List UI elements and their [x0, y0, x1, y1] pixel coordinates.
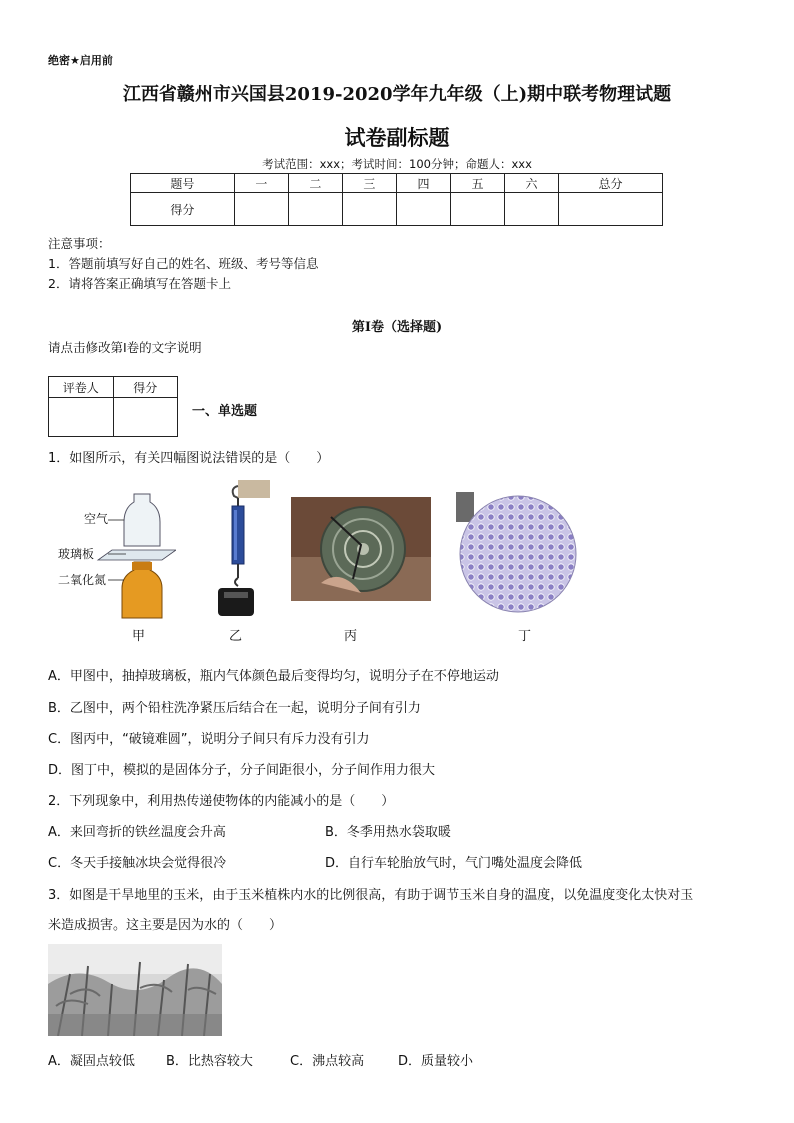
question-3-stem-cont: 米造成损害。这主要是因为水的（ ）	[48, 918, 283, 933]
figure-jia	[56, 488, 176, 623]
score-col: 六	[505, 174, 559, 193]
score-cell	[342, 193, 396, 226]
figure-bing	[291, 497, 431, 601]
score-cell	[450, 193, 504, 226]
figure-corn	[48, 944, 222, 1036]
question-3-stem: 3．如图是干旱地里的玉米，由于玉米植株内水的比例很高，有助于调节玉米自身的温度，以免温度变化太快对玉	[48, 888, 694, 903]
corn-field-image	[48, 944, 222, 1036]
question-2-option-d: D．自行车轮胎放气时，气门嘴处温度会降低	[325, 856, 583, 871]
grader-score-label: 得分	[113, 377, 178, 398]
score-row-label: 得分	[131, 193, 235, 226]
question-1-option-b: B．乙图中，两个铅柱洗净紧压后结合在一起，说明分子间有引力	[48, 701, 421, 716]
score-cell	[288, 193, 342, 226]
label-no2: 二氧化氮	[58, 573, 107, 587]
broken-mirror-image	[291, 497, 431, 601]
molecule-model-image	[456, 492, 580, 616]
score-col: 三	[342, 174, 396, 193]
figure-label-ding: 丁	[518, 629, 532, 644]
lead-cylinder-image	[208, 480, 270, 620]
score-col: 一	[234, 174, 288, 193]
note-item: 2．请将答案正确填写在答题卡上	[48, 276, 231, 291]
figure-yi	[208, 480, 270, 620]
score-table	[130, 173, 663, 226]
question-3-option-c: C．沸点较高	[290, 1054, 365, 1069]
exam-subtitle: 试卷副标题	[344, 125, 450, 150]
score-col: 二	[288, 174, 342, 193]
figure-label-yi: 乙	[229, 629, 243, 644]
question-2-option-a: A．来回弯折的铁丝温度会升高	[48, 825, 226, 840]
figure-ding	[456, 492, 580, 616]
note-item: 1．答题前填写好自己的姓名、班级、考号等信息	[48, 256, 319, 271]
question-1-stem: 1．如图所示，有关四幅图说法错误的是（ ）	[48, 451, 330, 466]
score-col: 四	[396, 174, 450, 193]
score-cell	[396, 193, 450, 226]
question-2-stem: 2．下列现象中，利用热传递使物体的内能减小的是（ ）	[48, 794, 395, 809]
label-glass: 玻璃板	[58, 547, 95, 561]
grader-cell	[49, 398, 114, 437]
question-3-option-b: B．比热容较大	[166, 1054, 253, 1069]
question-3-option-d: D．质量较小	[398, 1054, 474, 1069]
score-cell	[559, 193, 663, 226]
notes-heading: 注意事项：	[48, 236, 111, 251]
grader-cell	[113, 398, 178, 437]
section-title: 第I卷（选择题)	[351, 320, 443, 335]
confidential-mark: 绝密★启用前	[48, 54, 113, 67]
section-type: 一、单选题	[192, 404, 258, 419]
exam-title: 江西省赣州市兴国县2019-2020学年九年级（上)期中联考物理试题	[122, 84, 672, 105]
score-col-total: 总分	[559, 174, 663, 193]
section-instruction: 请点击修改第I卷的文字说明	[48, 340, 202, 355]
figure-label-jia: 甲	[132, 629, 146, 644]
score-cell	[505, 193, 559, 226]
question-1-option-a: A．甲图中，抽掉玻璃板，瓶内气体颜色最后变得均匀，说明分子在不停地运动	[48, 669, 499, 684]
grader-label: 评卷人	[49, 377, 114, 398]
score-table-header: 题号	[131, 174, 235, 193]
question-3-option-a: A．凝固点较低	[48, 1054, 135, 1069]
question-1-option-d: D．图丁中，模拟的是固体分子，分子间距很小，分子间作用力很大	[48, 763, 436, 778]
question-2-option-b: B．冬季用热水袋取暖	[325, 825, 451, 840]
grader-table	[48, 376, 178, 437]
score-cell	[234, 193, 288, 226]
figure-label-bing: 丙	[344, 629, 358, 644]
question-1-option-c: C．图丙中，“破镜难圆”，说明分子间只有斥力没有引力	[48, 732, 370, 747]
question-2-option-c: C．冬天手接触冰块会觉得很冷	[48, 856, 227, 871]
exam-meta: 考试范围：xxx；考试时间：100分钟；命题人：xxx	[262, 157, 532, 171]
score-col: 五	[450, 174, 504, 193]
label-air: 空气	[84, 512, 109, 526]
